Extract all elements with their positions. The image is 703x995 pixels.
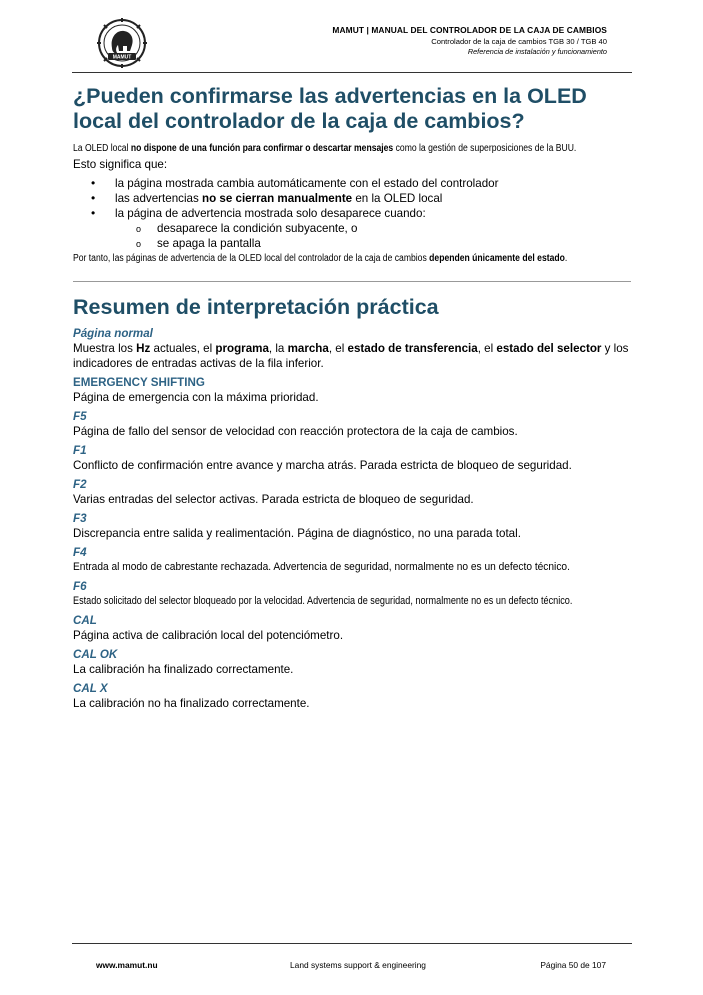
item-desc: La calibración no ha finalizado correctamente. <box>73 697 310 710</box>
item-title: CAL OK <box>73 648 118 661</box>
item-desc: Estado solicitado del selector bloqueado por la velocidad. Advertencia de seguridad, normalmente no es un defecto técnico. <box>73 595 573 607</box>
page-header <box>72 18 632 73</box>
item-desc: Conflicto de confirmación entre avance y marcha atrás. Parada estricta de bloqueo de seguridad. <box>73 459 572 472</box>
list-item: • la página de advertencia mostrada solo desaparece cuando: <box>73 206 631 221</box>
list-item: • las advertencias no se cierran manualmente en la OLED local <box>73 191 631 206</box>
sub-bullet-list <box>73 221 631 251</box>
item-desc: Página de emergencia con la máxima prioridad. <box>73 391 319 404</box>
item-title: CAL <box>73 614 97 627</box>
header-subtitle-2: Referencia de instalación y funcionamiento <box>467 47 607 56</box>
page-footer <box>72 943 632 984</box>
section-heading-confirm-warnings: ¿Pueden confirmarse las advertencias en la OLED local del controlador de la caja de cambios? <box>73 84 587 133</box>
item-title: F1 <box>73 444 87 457</box>
item-title: F3 <box>73 512 87 525</box>
item-title-normal: Página normal <box>73 327 153 340</box>
list-item: o se apaga la pantalla <box>73 236 631 251</box>
header-subtitle: Controlador de la caja de cambios TGB 30 / TGB 40 <box>431 37 607 46</box>
item-title: F2 <box>73 478 87 491</box>
closing-paragraph: Por tanto, las páginas de advertencia de la OLED local del controlador de la caja de cambios dependen únicamente del estado. <box>73 253 568 264</box>
item-title: CAL X <box>73 682 108 695</box>
item-desc: Página de fallo del sensor de velocidad con reacción protectora de la caja de cambios. <box>73 425 518 438</box>
item-desc-normal: Muestra los Hz actuales, el programa, la marcha, el estado de transferencia, el estado del selector y los indicadores de entradas activas de la fila inferior. <box>73 342 629 370</box>
item-desc: Entrada al modo de cabrestante rechazada. Advertencia de seguridad, normalmente no es un defecto técnico. <box>73 561 570 573</box>
item-title: F4 <box>73 546 87 559</box>
item-desc: Página activa de calibración local del potenciómetro. <box>73 629 344 642</box>
list-item: o desaparece la condición subyacente, o <box>73 221 631 236</box>
page-content <box>73 84 631 711</box>
section-divider <box>73 281 631 282</box>
item-desc: Varias entradas del selector activas. Parada estricta de bloqueo de seguridad. <box>73 493 474 506</box>
bullet-list <box>73 176 631 221</box>
item-desc: Discrepancia entre salida y realimentación. Página de diagnóstico, no una parada total. <box>73 527 521 540</box>
item-title: F5 <box>73 410 87 423</box>
item-title: F6 <box>73 580 87 593</box>
footer-page-number: Página 50 de 107 <box>540 960 606 970</box>
intro-paragraph: La OLED local no dispone de una función para confirmar o descartar mensajes como la gestión de superposiciones de la BUU. <box>73 143 577 154</box>
svg-text:MAMUT: MAMUT <box>112 54 132 61</box>
header-title: MAMUT | MANUAL DEL CONTROLADOR DE LA CAJA DE CAMBIOS <box>332 25 607 35</box>
section-heading-summary: Resumen de interpretación práctica <box>73 295 439 319</box>
mamut-logo <box>96 18 148 68</box>
item-title: EMERGENCY SHIFTING <box>73 376 205 389</box>
lead-text: Esto significa que: <box>73 158 168 171</box>
item-desc: La calibración ha finalizado correctamente. <box>73 663 294 676</box>
list-item: • la página mostrada cambia automáticamente con el estado del controlador <box>73 176 631 191</box>
footer-website: www.mamut.nu <box>96 960 158 970</box>
footer-tagline: Land systems support & engineering <box>290 960 426 970</box>
